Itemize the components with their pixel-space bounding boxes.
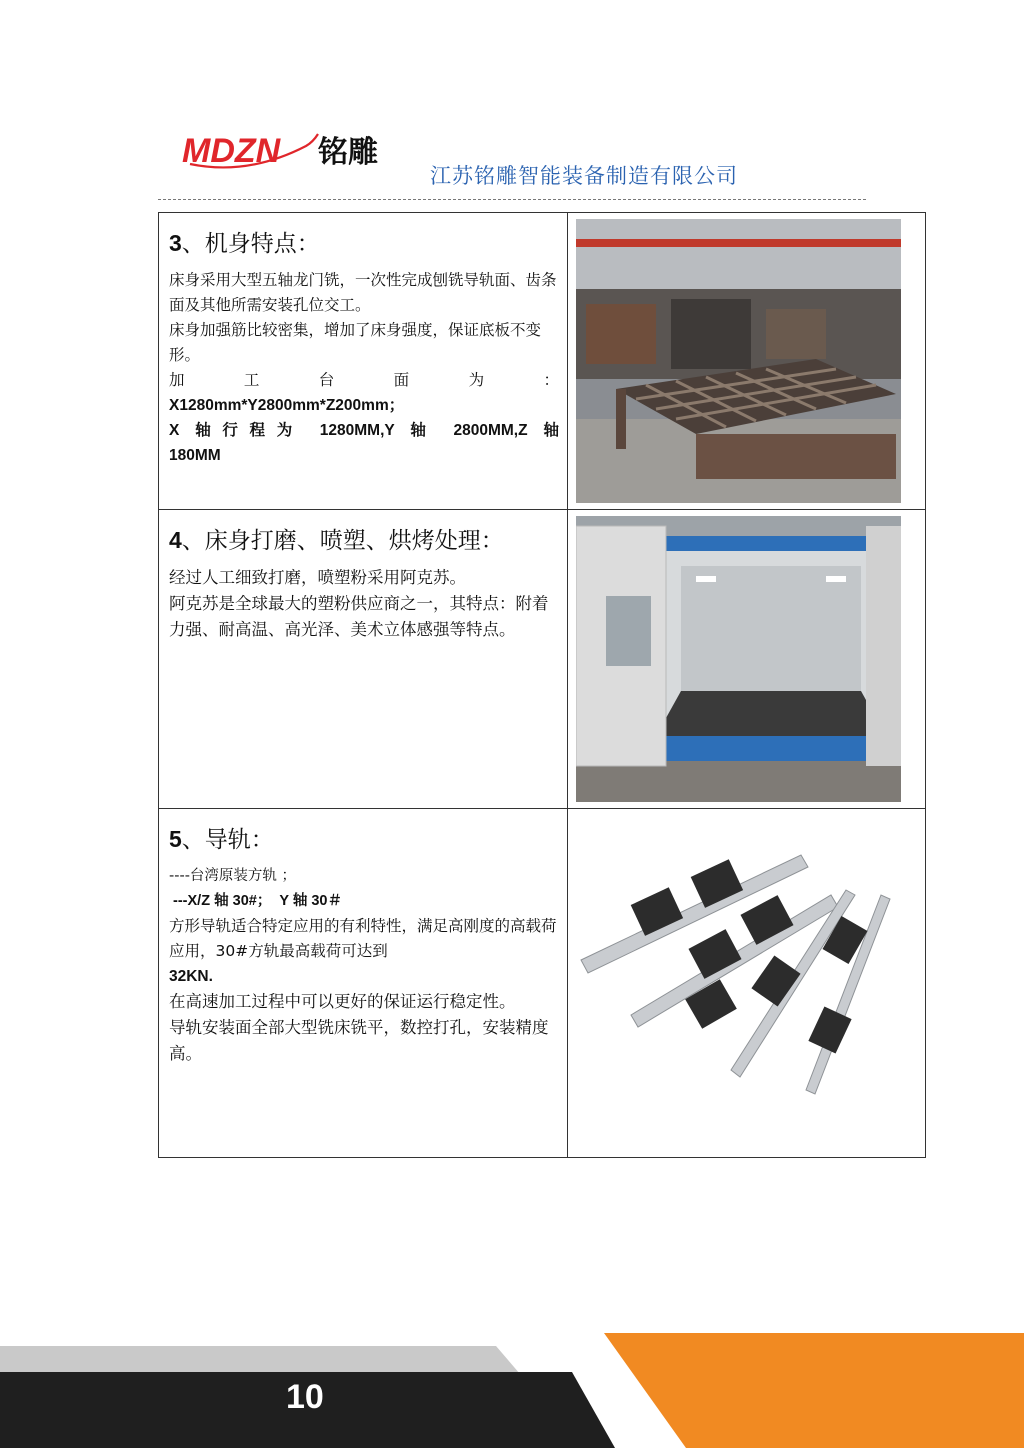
linear-guide-rails-photo: [576, 815, 901, 1115]
paragraph: 导轨安装面全部大型铣床铣平，数控打孔，安装精度高。: [169, 1018, 549, 1063]
paragraph: 在高速加工过程中可以更好的保证运行稳定性。: [169, 992, 516, 1011]
spec-image-cell: [568, 809, 926, 1158]
svg-text:MDZN: MDZN: [182, 132, 281, 170]
worktable-dimensions: X1280mm*Y2800mm*Z200mm；: [169, 397, 405, 414]
section-heading: 3、机身特点：: [169, 230, 320, 257]
paragraph: 方形导轨适合特定应用的有利特性，满足高刚度的高载荷应用，30#方轨最高载荷可达到: [169, 917, 557, 960]
header-divider: [158, 199, 866, 200]
rail-size: ---X/Z 轴 30#； Y 轴 30＃: [169, 893, 342, 909]
paragraph: 床身加强筋比较密集，增加了床身强度，保证底板不变形。: [169, 321, 542, 364]
paragraph: 阿克苏是全球最大的塑粉供应商之一，其特点：附着力强、耐高温、高光泽、美术立体感强等特点。: [169, 594, 549, 639]
spec-row-coating: [159, 510, 926, 809]
spec-image-cell: [568, 510, 926, 809]
spec-row-rails: [159, 809, 926, 1158]
spec-text-cell: [159, 213, 568, 510]
worktable-label: 加 工 台 面 为 ：: [169, 371, 559, 389]
spec-image-cell: [568, 213, 926, 510]
max-load: 32KN.: [169, 968, 213, 985]
spray-booth-photo: [576, 516, 901, 802]
footer-orange-band: [604, 1333, 1024, 1448]
company-name: 江苏铭雕智能装备制造有限公司: [430, 164, 738, 188]
paragraph: 经过人工细致打磨，喷塑粉采用阿克苏。: [169, 568, 466, 587]
welded-frame-photo: [576, 219, 901, 503]
spec-text-cell: [159, 510, 568, 809]
company-logo: [178, 124, 418, 174]
section-heading: 5、导轨：: [169, 826, 274, 853]
paragraph: 床身采用大型五轴龙门铣，一次性完成刨铣导轨面、齿条面及其他所需安装孔位交工。: [169, 271, 557, 314]
section-heading: 4、床身打磨、喷塑、烘烤处理：: [169, 527, 504, 554]
spec-row-body: [159, 213, 926, 510]
axis-travel-end: 180MM: [169, 447, 221, 464]
spec-table: [158, 212, 926, 1158]
page-number: 10: [286, 1378, 324, 1416]
svg-text:铭雕: 铭雕: [318, 135, 378, 170]
footer-gray-band: [0, 1346, 520, 1374]
rail-origin: ----台湾原装方轨 ；: [169, 868, 297, 884]
axis-travel-line: X 轴行程为 1280MM,Y 轴 2800MM,Z 轴: [169, 422, 559, 439]
spec-text-cell: [159, 809, 568, 1158]
